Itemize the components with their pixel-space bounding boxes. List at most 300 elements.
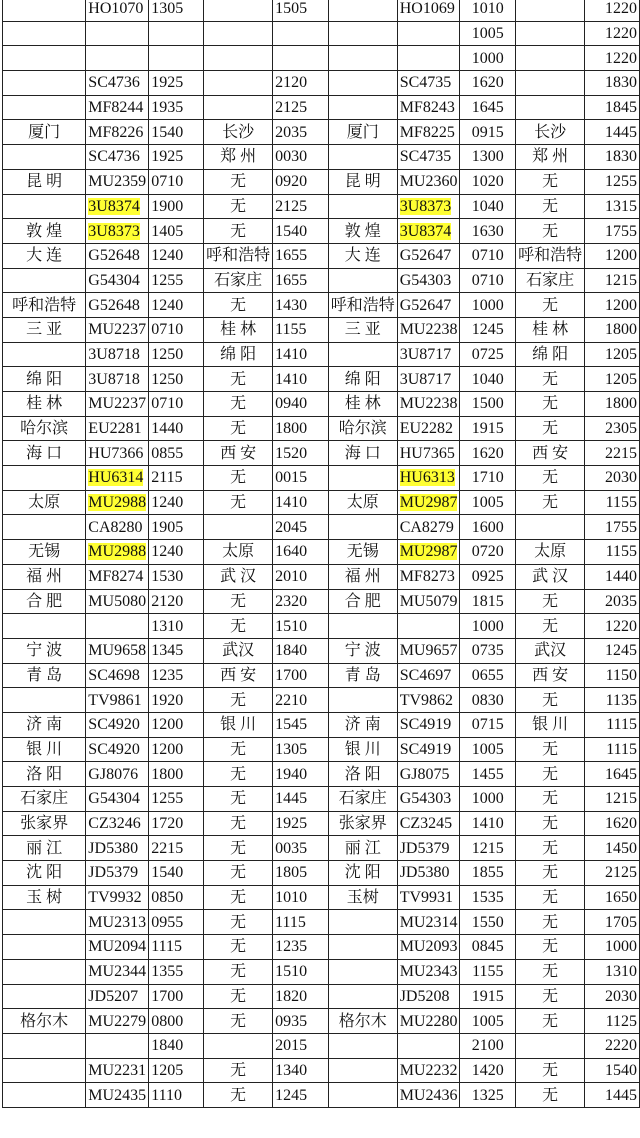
- outbound-stop-cell: 无: [204, 466, 273, 491]
- outbound-arrive-cell: 1155: [273, 317, 329, 342]
- outbound-flight-cell: MU2237: [86, 392, 149, 417]
- outbound-stop-cell: 无: [204, 293, 273, 318]
- return-stop-cell: [516, 71, 585, 96]
- origin-city-cell: 呼和浩特: [3, 293, 86, 318]
- return-city-cell: 济 南: [328, 712, 397, 737]
- outbound-flight-cell: SC4920: [86, 712, 149, 737]
- return-arrive-cell: 1620: [585, 811, 640, 836]
- return-flight-cell: SC4697: [397, 663, 460, 688]
- table-row: [3, 540, 640, 565]
- return-depart-cell: 1855: [460, 861, 516, 886]
- outbound-stop-cell: 无: [204, 861, 273, 886]
- return-city-cell: 玉树: [328, 885, 397, 910]
- outbound-stop-cell: 无: [204, 959, 273, 984]
- return-arrive-cell: 2125: [585, 861, 640, 886]
- return-arrive-cell: 1315: [585, 194, 640, 219]
- outbound-stop-cell: [204, 71, 273, 96]
- outbound-arrive-cell: 1430: [273, 293, 329, 318]
- outbound-depart-cell: 0800: [149, 1009, 204, 1034]
- return-depart-cell: 1300: [460, 145, 516, 170]
- return-depart-cell: 1040: [460, 194, 516, 219]
- return-depart-cell: 1630: [460, 219, 516, 244]
- return-stop-cell: 银 川: [516, 712, 585, 737]
- return-depart-cell: 1600: [460, 515, 516, 540]
- table-row: [3, 194, 640, 219]
- return-arrive-cell: 1800: [585, 317, 640, 342]
- return-flight-cell: CA8279: [397, 515, 460, 540]
- return-flight-cell: MU5079: [397, 589, 460, 614]
- outbound-flight-cell: [86, 614, 149, 639]
- flight-schedule-table: [2, 0, 640, 1108]
- origin-city-cell: 沈 阳: [3, 861, 86, 886]
- return-flight-cell: MF8225: [397, 120, 460, 145]
- return-depart-cell: 2100: [460, 1033, 516, 1058]
- origin-city-cell: [3, 1083, 86, 1108]
- return-city-cell: [328, 466, 397, 491]
- return-arrive-cell: 1155: [585, 540, 640, 565]
- return-city-cell: [328, 959, 397, 984]
- return-stop-cell: 无: [516, 737, 585, 762]
- return-stop-cell: [516, 21, 585, 46]
- return-flight-cell: [397, 540, 460, 565]
- return-depart-cell: 1000: [460, 293, 516, 318]
- return-arrive-cell: 1445: [585, 120, 640, 145]
- outbound-arrive-cell: 1410: [273, 490, 329, 515]
- return-stop-cell: 西 安: [516, 441, 585, 466]
- origin-city-cell: [3, 21, 86, 46]
- return-flight-cell: G52647: [397, 243, 460, 268]
- origin-city-cell: 丽 江: [3, 836, 86, 861]
- return-flight-cell: [397, 1033, 460, 1058]
- outbound-flight-cell: [86, 219, 149, 244]
- outbound-arrive-cell: 1520: [273, 441, 329, 466]
- return-flight-cell: G52647: [397, 293, 460, 318]
- return-city-cell: [328, 342, 397, 367]
- table-row: [3, 490, 640, 515]
- return-stop-cell: 无: [516, 959, 585, 984]
- table-row: [3, 145, 640, 170]
- return-arrive-cell: 1000: [585, 935, 640, 960]
- outbound-depart-cell: 1345: [149, 638, 204, 663]
- return-arrive-cell: 1220: [585, 614, 640, 639]
- outbound-arrive-cell: 1540: [273, 219, 329, 244]
- outbound-stop-cell: 石家庄: [204, 268, 273, 293]
- return-city-cell: [328, 1033, 397, 1058]
- highlighted-flight-number: HU6313: [399, 469, 455, 487]
- origin-city-cell: 福 州: [3, 564, 86, 589]
- origin-city-cell: [3, 959, 86, 984]
- outbound-stop-cell: 桂 林: [204, 317, 273, 342]
- return-flight-cell: MU2232: [397, 1058, 460, 1083]
- table-row: [3, 787, 640, 812]
- return-stop-cell: 无: [516, 910, 585, 935]
- outbound-depart-cell: 1110: [149, 1083, 204, 1108]
- outbound-stop-cell: 无: [204, 811, 273, 836]
- return-arrive-cell: 1800: [585, 392, 640, 417]
- return-flight-cell: MF8273: [397, 564, 460, 589]
- return-depart-cell: 1005: [460, 21, 516, 46]
- outbound-arrive-cell: 2125: [273, 95, 329, 120]
- return-city-cell: 宁 波: [328, 638, 397, 663]
- outbound-flight-cell: SC4736: [86, 71, 149, 96]
- table-row: [3, 712, 640, 737]
- table-row: [3, 293, 640, 318]
- return-flight-cell: MU2280: [397, 1009, 460, 1034]
- return-city-cell: [328, 71, 397, 96]
- return-stop-cell: 无: [516, 392, 585, 417]
- return-stop-cell: 无: [516, 1083, 585, 1108]
- origin-city-cell: 桂 林: [3, 392, 86, 417]
- return-flight-cell: CZ3245: [397, 811, 460, 836]
- outbound-flight-cell: MU2279: [86, 1009, 149, 1034]
- return-stop-cell: 石家庄: [516, 268, 585, 293]
- return-depart-cell: 0845: [460, 935, 516, 960]
- table-row: [3, 688, 640, 713]
- outbound-stop-cell: [204, 1033, 273, 1058]
- outbound-arrive-cell: 1800: [273, 416, 329, 441]
- table-row: [3, 268, 640, 293]
- origin-city-cell: [3, 984, 86, 1009]
- outbound-stop-cell: 无: [204, 589, 273, 614]
- outbound-depart-cell: 1305: [149, 0, 204, 21]
- outbound-depart-cell: 1920: [149, 688, 204, 713]
- return-depart-cell: 0925: [460, 564, 516, 589]
- return-city-cell: 敦 煌: [328, 219, 397, 244]
- outbound-depart-cell: 1240: [149, 540, 204, 565]
- table-row: [3, 317, 640, 342]
- return-city-cell: 银 川: [328, 737, 397, 762]
- return-arrive-cell: 1645: [585, 762, 640, 787]
- return-flight-cell: 3U8717: [397, 342, 460, 367]
- return-depart-cell: 0710: [460, 243, 516, 268]
- outbound-stop-cell: 长沙: [204, 120, 273, 145]
- outbound-arrive-cell: 1655: [273, 268, 329, 293]
- outbound-stop-cell: 无: [204, 194, 273, 219]
- return-city-cell: 青 岛: [328, 663, 397, 688]
- return-flight-cell: G54303: [397, 268, 460, 293]
- outbound-depart-cell: 1700: [149, 984, 204, 1009]
- outbound-flight-cell: MF8274: [86, 564, 149, 589]
- return-arrive-cell: 2220: [585, 1033, 640, 1058]
- outbound-arrive-cell: 1840: [273, 638, 329, 663]
- return-city-cell: [328, 1083, 397, 1108]
- table-row: [3, 219, 640, 244]
- return-flight-cell: EU2282: [397, 416, 460, 441]
- outbound-stop-cell: 无: [204, 169, 273, 194]
- return-arrive-cell: 1255: [585, 169, 640, 194]
- return-flight-cell: HO1069: [397, 0, 460, 21]
- return-depart-cell: 0715: [460, 712, 516, 737]
- return-flight-cell: MU2436: [397, 1083, 460, 1108]
- origin-city-cell: 无锡: [3, 540, 86, 565]
- return-flight-cell: SC4735: [397, 71, 460, 96]
- outbound-arrive-cell: 1445: [273, 787, 329, 812]
- origin-city-cell: [3, 688, 86, 713]
- return-arrive-cell: 1755: [585, 515, 640, 540]
- outbound-stop-cell: [204, 515, 273, 540]
- origin-city-cell: [3, 0, 86, 21]
- return-stop-cell: [516, 46, 585, 71]
- return-city-cell: [328, 0, 397, 21]
- return-arrive-cell: 1115: [585, 737, 640, 762]
- outbound-stop-cell: 无: [204, 1058, 273, 1083]
- outbound-depart-cell: 1720: [149, 811, 204, 836]
- return-stop-cell: 绵 阳: [516, 342, 585, 367]
- return-depart-cell: 1915: [460, 416, 516, 441]
- return-stop-cell: [516, 1033, 585, 1058]
- outbound-stop-cell: 无: [204, 1009, 273, 1034]
- table-row: [3, 663, 640, 688]
- origin-city-cell: 青 岛: [3, 663, 86, 688]
- return-stop-cell: [516, 0, 585, 21]
- outbound-flight-cell: [86, 194, 149, 219]
- return-depart-cell: 1420: [460, 1058, 516, 1083]
- return-depart-cell: 1620: [460, 71, 516, 96]
- outbound-flight-cell: CA8280: [86, 515, 149, 540]
- highlighted-flight-number: MU2987: [399, 494, 458, 512]
- outbound-stop-cell: 无: [204, 1083, 273, 1108]
- return-depart-cell: 1645: [460, 95, 516, 120]
- outbound-depart-cell: 2115: [149, 466, 204, 491]
- outbound-arrive-cell: 1545: [273, 712, 329, 737]
- return-stop-cell: 无: [516, 466, 585, 491]
- return-flight-cell: HU7365: [397, 441, 460, 466]
- highlighted-flight-number: MU2988: [88, 543, 147, 561]
- table-row: [3, 589, 640, 614]
- outbound-depart-cell: 2215: [149, 836, 204, 861]
- return-flight-cell: MF8243: [397, 95, 460, 120]
- outbound-depart-cell: 1540: [149, 120, 204, 145]
- return-depart-cell: 1325: [460, 1083, 516, 1108]
- return-city-cell: [328, 46, 397, 71]
- outbound-flight-cell: EU2281: [86, 416, 149, 441]
- outbound-arrive-cell: 0030: [273, 145, 329, 170]
- outbound-depart-cell: 1440: [149, 416, 204, 441]
- return-stop-cell: 武 汉: [516, 564, 585, 589]
- return-stop-cell: 无: [516, 861, 585, 886]
- outbound-arrive-cell: 0920: [273, 169, 329, 194]
- origin-city-cell: 绵 阳: [3, 367, 86, 392]
- origin-city-cell: [3, 515, 86, 540]
- outbound-arrive-cell: 0035: [273, 836, 329, 861]
- return-arrive-cell: 1705: [585, 910, 640, 935]
- outbound-depart-cell: 1200: [149, 712, 204, 737]
- outbound-depart-cell: 0710: [149, 169, 204, 194]
- return-depart-cell: 1500: [460, 392, 516, 417]
- return-stop-cell: 无: [516, 416, 585, 441]
- table-row: [3, 21, 640, 46]
- outbound-stop-cell: 西 安: [204, 663, 273, 688]
- outbound-arrive-cell: 1010: [273, 885, 329, 910]
- outbound-flight-cell: GJ8076: [86, 762, 149, 787]
- outbound-stop-cell: 无: [204, 935, 273, 960]
- table-row: [3, 836, 640, 861]
- origin-city-cell: 海 口: [3, 441, 86, 466]
- return-stop-cell: 无: [516, 169, 585, 194]
- outbound-arrive-cell: 1410: [273, 342, 329, 367]
- outbound-depart-cell: [149, 21, 204, 46]
- outbound-depart-cell: 1205: [149, 1058, 204, 1083]
- origin-city-cell: [3, 910, 86, 935]
- table-row: [3, 564, 640, 589]
- outbound-arrive-cell: 1925: [273, 811, 329, 836]
- outbound-stop-cell: 银 川: [204, 712, 273, 737]
- table-row: [3, 243, 640, 268]
- outbound-flight-cell: HU7366: [86, 441, 149, 466]
- origin-city-cell: [3, 935, 86, 960]
- highlighted-flight-number: 3U8374: [88, 197, 140, 215]
- outbound-stop-cell: [204, 46, 273, 71]
- return-arrive-cell: 1115: [585, 712, 640, 737]
- outbound-arrive-cell: 1510: [273, 614, 329, 639]
- outbound-arrive-cell: [273, 21, 329, 46]
- outbound-arrive-cell: 1940: [273, 762, 329, 787]
- outbound-flight-cell: MU9658: [86, 638, 149, 663]
- return-flight-cell: MU2093: [397, 935, 460, 960]
- return-stop-cell: 无: [516, 688, 585, 713]
- table-row: [3, 416, 640, 441]
- outbound-stop-cell: 无: [204, 416, 273, 441]
- return-city-cell: 洛 阳: [328, 762, 397, 787]
- origin-city-cell: 敦 煌: [3, 219, 86, 244]
- outbound-flight-cell: MU2359: [86, 169, 149, 194]
- table-row: [3, 169, 640, 194]
- outbound-depart-cell: 1405: [149, 219, 204, 244]
- return-flight-cell: 3U8717: [397, 367, 460, 392]
- table-row: [3, 342, 640, 367]
- outbound-stop-cell: 无: [204, 762, 273, 787]
- return-depart-cell: 0720: [460, 540, 516, 565]
- highlighted-flight-number: MU2988: [88, 494, 147, 512]
- outbound-arrive-cell: 0015: [273, 466, 329, 491]
- outbound-depart-cell: 1925: [149, 71, 204, 96]
- return-city-cell: [328, 268, 397, 293]
- return-depart-cell: 1455: [460, 762, 516, 787]
- highlighted-flight-number: 3U8374: [399, 222, 452, 240]
- outbound-flight-cell: TV9861: [86, 688, 149, 713]
- return-city-cell: 无锡: [328, 540, 397, 565]
- outbound-arrive-cell: 2010: [273, 564, 329, 589]
- outbound-arrive-cell: 2320: [273, 589, 329, 614]
- highlighted-flight-number: 3U8373: [88, 222, 140, 240]
- return-city-cell: 三 亚: [328, 317, 397, 342]
- return-arrive-cell: 1830: [585, 145, 640, 170]
- outbound-flight-cell: [86, 540, 149, 565]
- outbound-depart-cell: 0850: [149, 885, 204, 910]
- return-flight-cell: MU2314: [397, 910, 460, 935]
- outbound-arrive-cell: 2120: [273, 71, 329, 96]
- table-row: [3, 441, 640, 466]
- outbound-flight-cell: HO1070: [86, 0, 149, 21]
- origin-city-cell: 三 亚: [3, 317, 86, 342]
- outbound-flight-cell: [86, 21, 149, 46]
- outbound-arrive-cell: 0940: [273, 392, 329, 417]
- outbound-flight-cell: MU2313: [86, 910, 149, 935]
- table-row: [3, 466, 640, 491]
- outbound-flight-cell: JD5207: [86, 984, 149, 1009]
- return-flight-cell: MU2360: [397, 169, 460, 194]
- outbound-depart-cell: 1925: [149, 145, 204, 170]
- return-flight-cell: JD5379: [397, 836, 460, 861]
- outbound-arrive-cell: 1245: [273, 1083, 329, 1108]
- return-stop-cell: 太原: [516, 540, 585, 565]
- outbound-depart-cell: 1255: [149, 268, 204, 293]
- outbound-flight-cell: [86, 46, 149, 71]
- outbound-arrive-cell: 1410: [273, 367, 329, 392]
- table-row: [3, 71, 640, 96]
- return-city-cell: 绵 阳: [328, 367, 397, 392]
- return-depart-cell: 1710: [460, 466, 516, 491]
- return-city-cell: 福 州: [328, 564, 397, 589]
- outbound-flight-cell: G52648: [86, 243, 149, 268]
- return-arrive-cell: 1220: [585, 0, 640, 21]
- table-row: [3, 0, 640, 21]
- return-depart-cell: 1005: [460, 490, 516, 515]
- return-city-cell: 大 连: [328, 243, 397, 268]
- return-city-cell: [328, 21, 397, 46]
- return-stop-cell: 无: [516, 984, 585, 1009]
- outbound-depart-cell: 1240: [149, 293, 204, 318]
- return-stop-cell: 无: [516, 293, 585, 318]
- return-arrive-cell: 2215: [585, 441, 640, 466]
- outbound-flight-cell: [86, 1033, 149, 1058]
- return-depart-cell: 1410: [460, 811, 516, 836]
- table-row: [3, 861, 640, 886]
- origin-city-cell: [3, 268, 86, 293]
- table-row: [3, 1058, 640, 1083]
- table-row: [3, 46, 640, 71]
- outbound-depart-cell: 0955: [149, 910, 204, 935]
- outbound-flight-cell: TV9932: [86, 885, 149, 910]
- return-city-cell: 昆 明: [328, 169, 397, 194]
- return-city-cell: 张家界: [328, 811, 397, 836]
- return-depart-cell: 1215: [460, 836, 516, 861]
- outbound-depart-cell: 1310: [149, 614, 204, 639]
- outbound-depart-cell: 1250: [149, 342, 204, 367]
- outbound-depart-cell: 1355: [149, 959, 204, 984]
- table-row: [3, 95, 640, 120]
- return-city-cell: [328, 935, 397, 960]
- table-row: [3, 935, 640, 960]
- flight-schedule-body: [3, 0, 640, 1107]
- origin-city-cell: 济 南: [3, 712, 86, 737]
- outbound-flight-cell: G52648: [86, 293, 149, 318]
- return-flight-cell: MU2238: [397, 392, 460, 417]
- return-stop-cell: 呼和浩特: [516, 243, 585, 268]
- return-flight-cell: JD5208: [397, 984, 460, 1009]
- origin-city-cell: 格尔木: [3, 1009, 86, 1034]
- outbound-stop-cell: 武汉: [204, 638, 273, 663]
- outbound-arrive-cell: 1305: [273, 737, 329, 762]
- return-depart-cell: 1005: [460, 1009, 516, 1034]
- return-city-cell: [328, 1058, 397, 1083]
- outbound-depart-cell: 1900: [149, 194, 204, 219]
- outbound-flight-cell: MU5080: [86, 589, 149, 614]
- outbound-flight-cell: [86, 490, 149, 515]
- origin-city-cell: [3, 46, 86, 71]
- return-flight-cell: [397, 46, 460, 71]
- return-city-cell: [328, 688, 397, 713]
- table-row: [3, 737, 640, 762]
- return-stop-cell: 无: [516, 811, 585, 836]
- outbound-flight-cell: JD5379: [86, 861, 149, 886]
- return-arrive-cell: 1125: [585, 1009, 640, 1034]
- outbound-arrive-cell: 0935: [273, 1009, 329, 1034]
- outbound-flight-cell: 3U8718: [86, 367, 149, 392]
- outbound-flight-cell: CZ3246: [86, 811, 149, 836]
- return-flight-cell: MU2343: [397, 959, 460, 984]
- outbound-flight-cell: MU2435: [86, 1083, 149, 1108]
